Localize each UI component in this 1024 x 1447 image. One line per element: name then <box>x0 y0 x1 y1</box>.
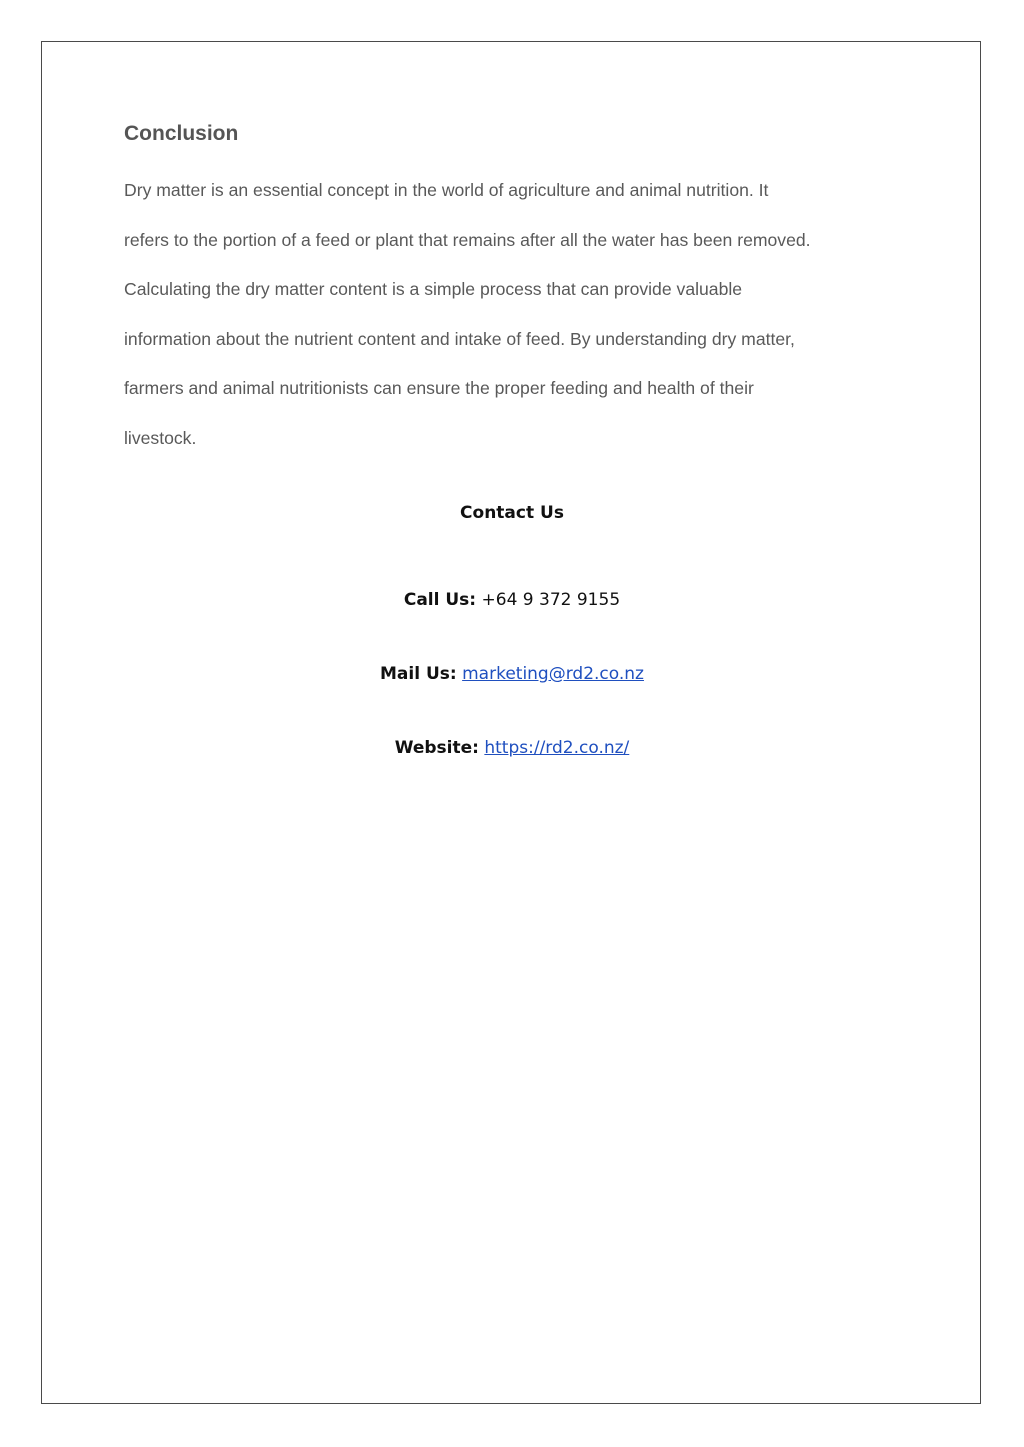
paragraph-line: livestock. <box>124 427 197 448</box>
phone-number: +64 9 372 9155 <box>481 590 621 610</box>
mail-us-label: Mail Us: <box>380 664 457 684</box>
paragraph-line: Dry matter is an essential concept in the world of agriculture and animal nutrition. It <box>124 180 769 200</box>
website-line <box>0 738 1024 758</box>
website-label: Website: <box>394 738 479 758</box>
paragraph-line: information about the nutrient content and intake of feed. By understanding dry matter, <box>124 328 795 349</box>
paragraph-line: refers to the portion of a feed or plant that remains after all the water has been removed. <box>124 229 811 250</box>
paragraph-line: Calculating the dry matter content is a simple process that can provide valuable <box>124 279 743 299</box>
website-link[interactable]: https://rd2.co.nz/ <box>484 738 630 758</box>
conclusion-paragraph <box>124 166 904 463</box>
mail-us-line <box>0 664 1024 684</box>
contact-title: Contact Us <box>460 503 564 523</box>
call-us-label: Call Us: <box>403 590 477 610</box>
conclusion-heading: Conclusion <box>124 122 239 145</box>
paragraph-line: farmers and animal nutritionists can ensure the proper feeding and health of their <box>124 378 754 398</box>
email-link[interactable]: marketing@rd2.co.nz <box>462 664 644 684</box>
call-us-line <box>0 590 1024 610</box>
